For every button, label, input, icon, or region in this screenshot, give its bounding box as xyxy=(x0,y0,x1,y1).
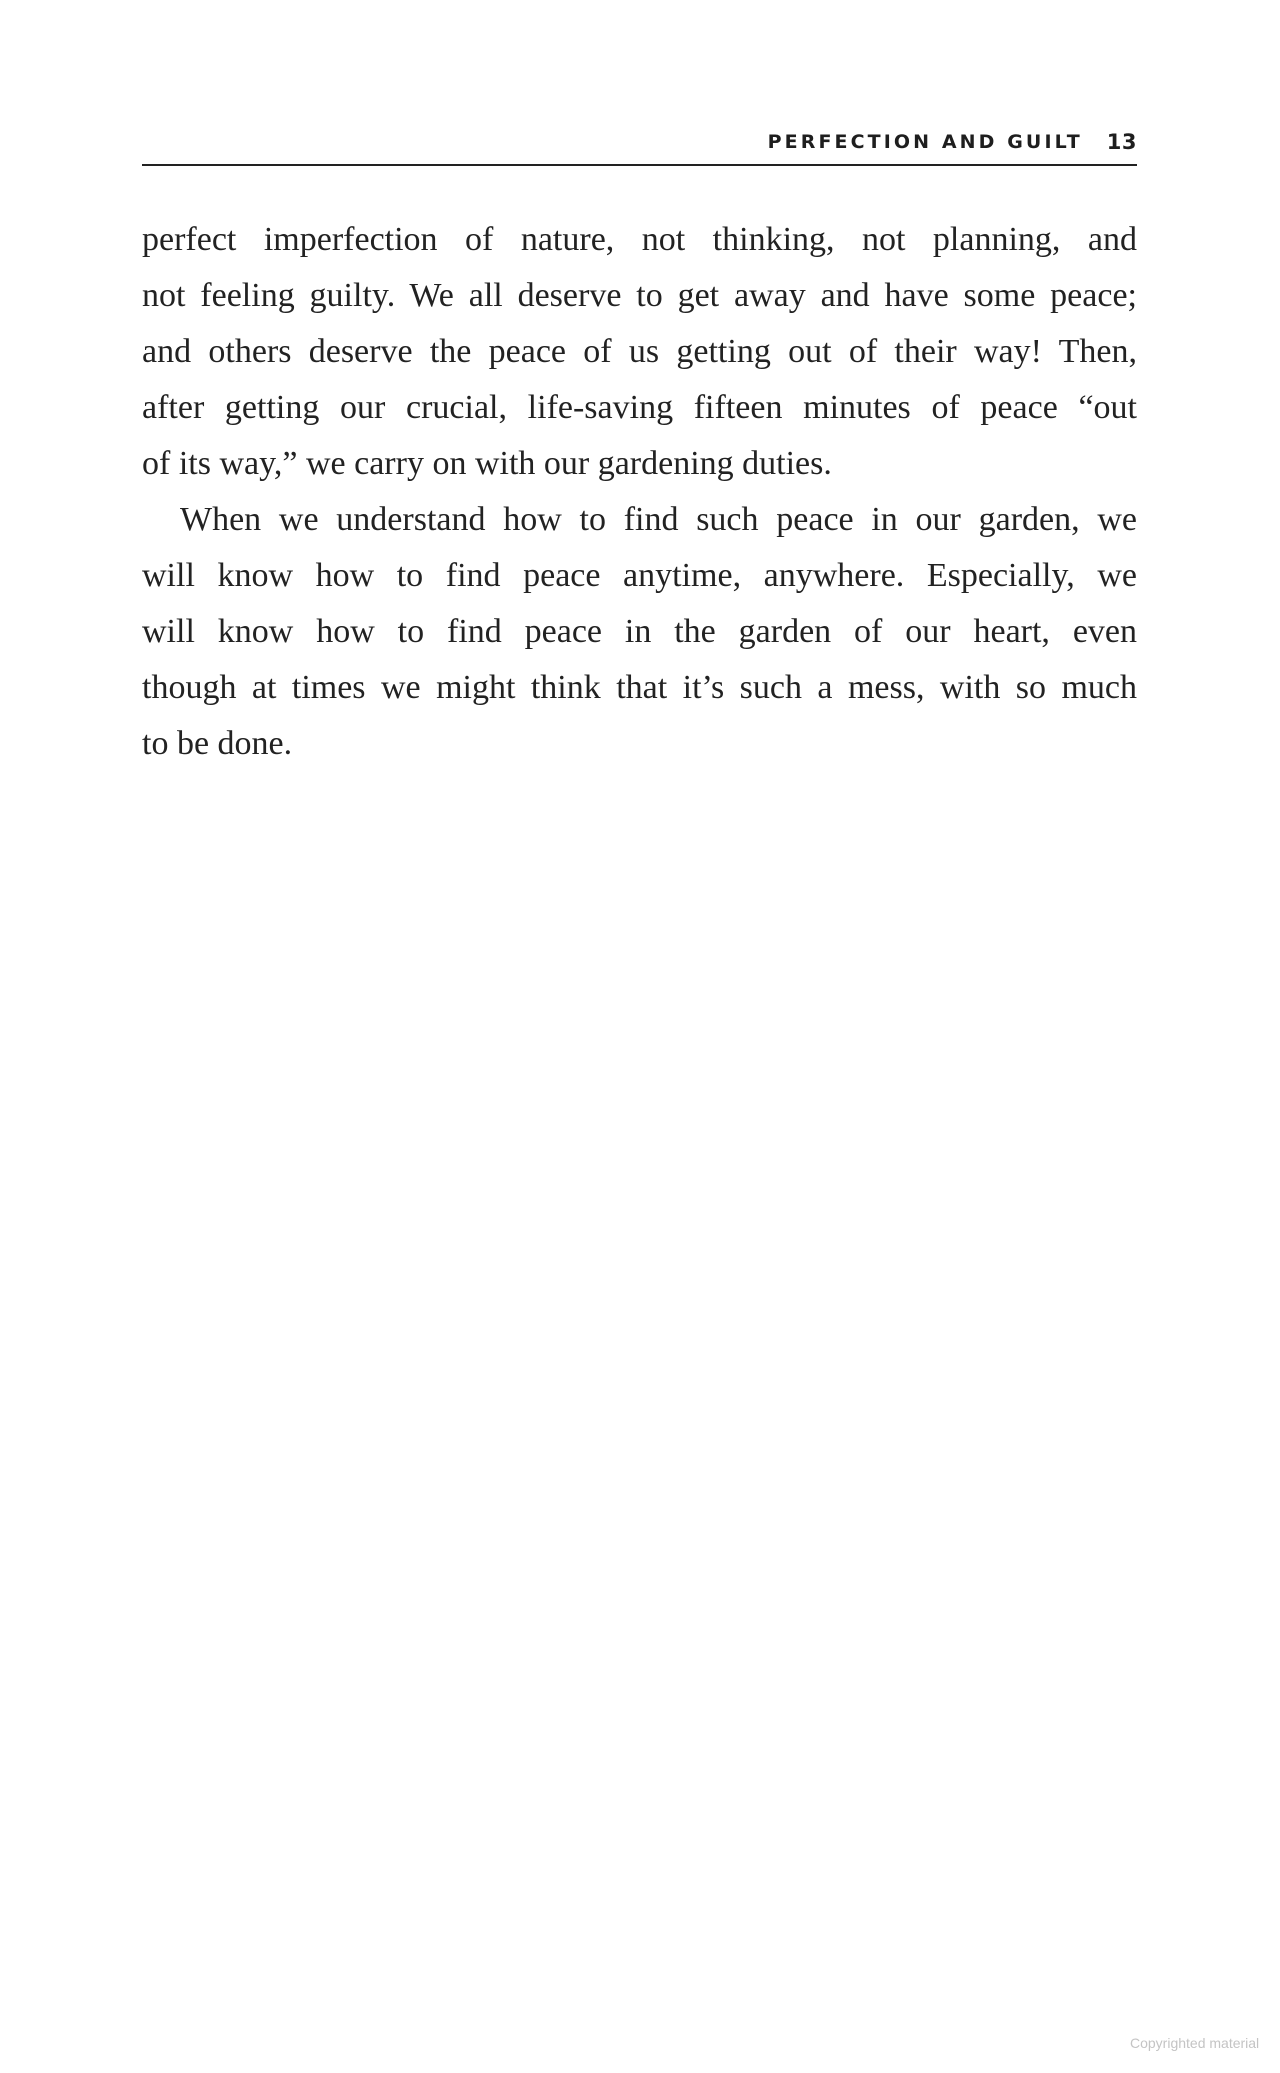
text-line: after getting our crucial, life-saving fifteen minutes of peace “out xyxy=(142,389,1137,426)
chapter-title: PERFECTION AND GUILT xyxy=(767,131,1083,153)
page-number: 13 xyxy=(1106,130,1137,154)
paragraph-2 xyxy=(142,492,1137,772)
text-line: and others deserve the peace of us getting out of their way! Then, xyxy=(142,333,1137,370)
text-line: will know how to find peace anytime, anywhere. Especially, we xyxy=(142,557,1137,594)
paragraph-1 xyxy=(142,212,1137,492)
text-line: When we understand how to find such peace in our garden, we xyxy=(180,501,1137,538)
text-line: will know how to find peace in the garden of our heart, even xyxy=(142,613,1137,650)
body-text xyxy=(142,212,1137,772)
text-line: though at times we might think that it’s such a mess, with so much xyxy=(142,669,1137,706)
running-head xyxy=(142,126,1137,158)
header-rule-divider xyxy=(142,164,1137,166)
copyright-watermark: Copyrighted material xyxy=(1130,2035,1260,2051)
text-line: of its way,” we carry on with our gardening duties. xyxy=(142,445,832,482)
text-line: perfect imperfection of nature, not thinking, not planning, and xyxy=(142,221,1137,258)
text-line: not feeling guilty. We all deserve to get away and have some peace; xyxy=(142,277,1137,314)
text-line: to be done. xyxy=(142,725,293,762)
